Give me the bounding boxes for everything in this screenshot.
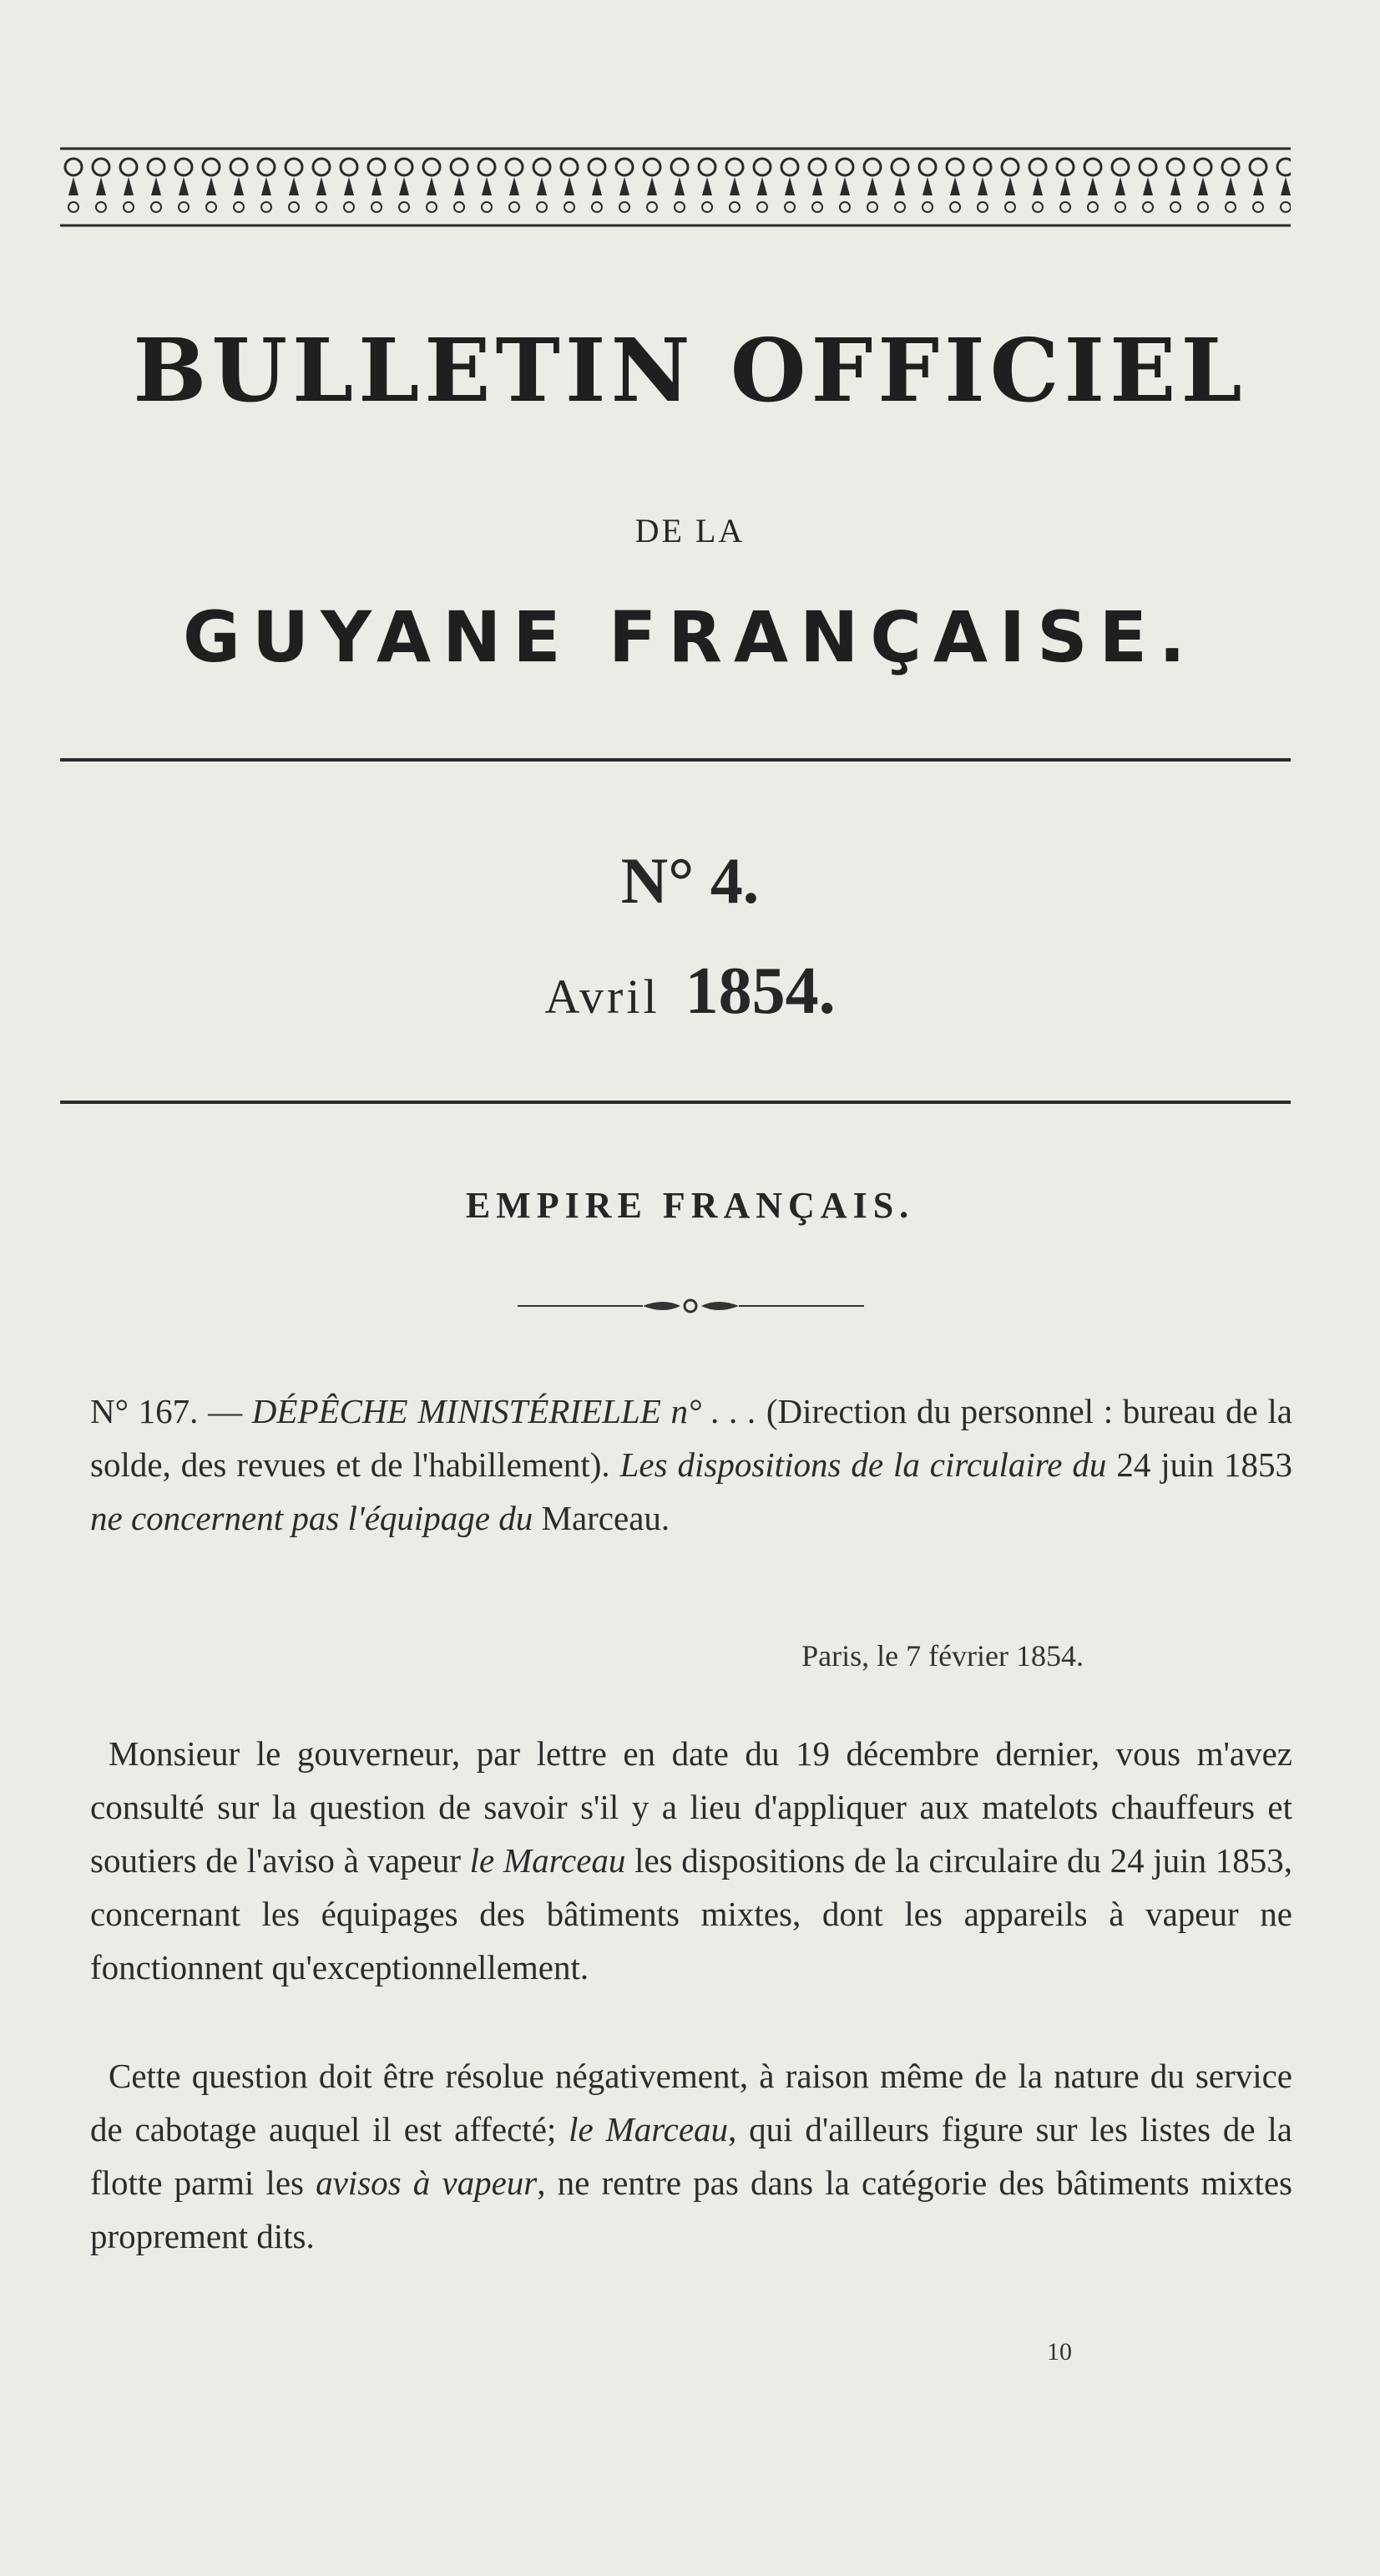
dispatch-direction: (Direction du personnel : bureau de la solde, des revues et de l'habillement). [90,1392,1292,1484]
dispatch-number: N° 167. [90,1392,199,1430]
dispatch-ref: n° . . . [660,1392,766,1430]
folio-signature: 10 [1047,2338,1072,2366]
masthead-title: BULLETIN OFFICIEL [133,319,1247,422]
ornamental-border [60,142,1291,232]
paragraph1-text-a: Monsieur le gouverneur, par lettre en date du 19 décembre dernier, vous m'avez consulté sur la question de savoir s'il y a lieu d'appliquer aux matelots chauffeurs et soutiers de l'aviso à vapeur [90,1734,1292,1880]
masthead-place: GUYANE FRANÇAISE. [183,596,1197,678]
masthead-subtitle: DE LA [634,512,746,549]
issue-rule [60,1101,1291,1104]
section-heading: EMPIRE FRANÇAIS. [465,1185,915,1226]
dispatch-summary-part2: ne concernent pas l'équipage du [90,1499,542,1537]
masthead-rule [60,758,1291,762]
paragraph1-text-b: les dispositions de la circulaire du 24 juin 1853, concernant les équipages des bâtiments mixtes, dont les appareils à vapeur ne fonctionnent qu'exceptionnellement. [90,1841,1292,1986]
issue-month: Avril [544,969,660,1024]
paragraph1-ship: le Marceau [469,1841,626,1880]
issue-date [0,954,1380,1030]
dispatch-summary-date: 24 juin 1853 [1116,1445,1292,1484]
dispatch-dash: — [198,1392,252,1430]
paragraph2-ship: le Marceau [569,2110,729,2148]
issue-number: N° 4. [620,844,760,917]
paragraph2-category: avisos à vapeur [316,2164,538,2202]
dispatch-title: DÉPÊCHE MINISTÉRIELLE [251,1392,661,1430]
dispatch-summary-part1: Les dispositions de la circulaire du [619,1445,1117,1484]
issue-year: 1854. [685,954,836,1028]
letter-paragraph-2 [90,2049,1292,2263]
letter-paragraph-1 [90,1727,1292,1994]
dispatch-header [90,1384,1292,1545]
paragraph2-text-b: , qui d'ailleurs figure sur les listes de la flotte parmi les [90,2110,1292,2202]
paragraph2-text-a: Cette question doit être résolue négativement, à raison même de la nature du service de cabotage auquel il est affecté; [90,2057,1292,2148]
dispatch-summary-ship: Marceau. [541,1499,670,1537]
dateline: Paris, le 7 février 1854. [801,1639,1084,1673]
flourish-divider [518,1289,864,1323]
paragraph2-text-c: , ne rentre pas dans la catégorie des bâtiments mixtes proprement dits. [90,2164,1292,2255]
